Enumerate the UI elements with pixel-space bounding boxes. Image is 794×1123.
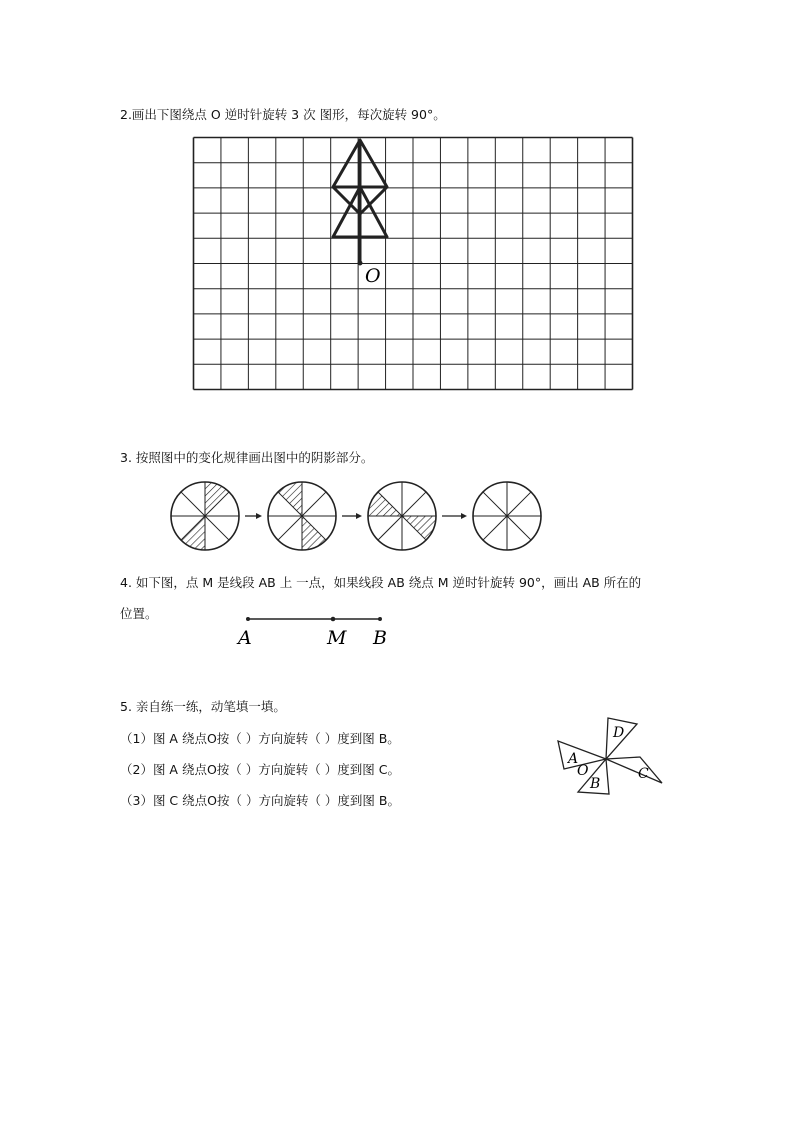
arrow-head-icon	[461, 513, 467, 519]
circle-pattern-figure	[165, 472, 585, 562]
shaded-sector	[302, 516, 326, 550]
label-a: A	[238, 627, 252, 649]
shaded-sector	[181, 516, 205, 550]
shaded-sector	[402, 516, 436, 540]
question-3-text: 3. 按照图中的变化规律画出图中的阴影部分。	[120, 450, 374, 465]
question-4-line2: 位置。	[120, 606, 158, 621]
point-o-dot	[358, 261, 363, 266]
label-d: D	[613, 725, 625, 741]
label-m: M	[327, 627, 347, 649]
question-5-item-3: （3）图 C 绕点O按（ ）方向旋转（ ）度到图 B。	[120, 793, 400, 808]
arrow-head-icon	[256, 513, 262, 519]
label-a: A	[568, 751, 579, 767]
shaded-sector	[278, 482, 302, 516]
segment-ab-figure	[236, 610, 416, 650]
question-4-line1: 4. 如下图，点 M 是线段 AB 上 一点，如果线段 AB 绕点 M 逆时针旋转 90°，画出 AB 所在的	[120, 575, 642, 590]
point-b-dot	[378, 617, 382, 621]
grid	[194, 138, 633, 390]
shaded-sector	[205, 482, 229, 516]
shaded-sector	[368, 492, 402, 516]
label-o: O	[577, 763, 589, 779]
question-5-item-1: （1）图 A 绕点O按（ ）方向旋转（ ）度到图 B。	[120, 731, 400, 746]
point-m-dot	[331, 617, 336, 622]
label-c: C	[638, 766, 649, 782]
question-5-item-2: （2）图 A 绕点O按（ ）方向旋转（ ）度到图 C。	[120, 762, 400, 777]
arrow-shape	[333, 140, 387, 263]
label-b: B	[590, 776, 601, 792]
question-5-title: 5. 亲自练一练，动笔填一填。	[120, 699, 286, 714]
label-b: B	[373, 627, 387, 649]
question-2-text: 2.画出下图绕点 O 逆时针旋转 3 次 图形，每次旋转 90°。	[120, 107, 446, 122]
rotation-grid-figure	[193, 137, 633, 392]
point-a-dot	[246, 617, 250, 621]
arrow-head-icon	[356, 513, 362, 519]
triangle-c	[606, 757, 662, 783]
point-o-label: O	[365, 265, 381, 287]
pinwheel-figure	[548, 712, 678, 802]
